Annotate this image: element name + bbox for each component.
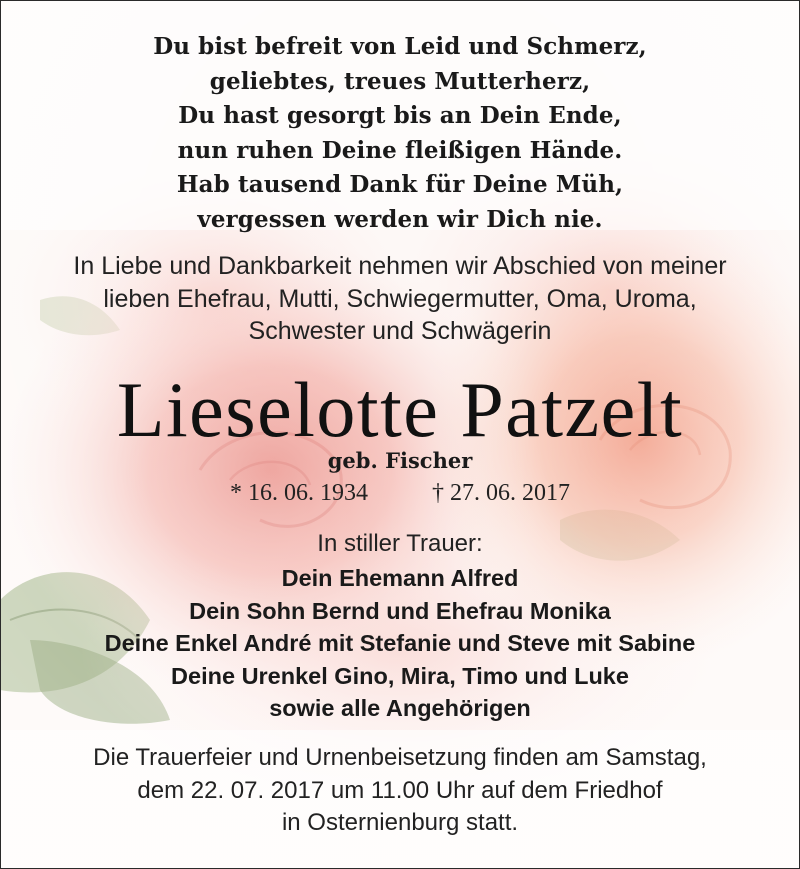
poem — [0, 30, 800, 237]
deceased-name: Lieselotte Patzelt — [116, 366, 684, 453]
funeral-line: in Osternienburg statt. — [281, 809, 519, 836]
farewell-intro — [0, 250, 800, 348]
poem-line: Hab tausend Dank für Deine Müh, — [176, 171, 624, 198]
maiden-name: geb. Fischer — [327, 448, 473, 473]
birth-date: * 16. 06. 1934 — [230, 480, 368, 506]
poem-line: Du hast gesorgt bis an Dein Ende, — [178, 102, 622, 129]
mourners-list — [0, 562, 800, 725]
death-date: † 27. 06. 2017 — [432, 480, 570, 506]
poem-line: Du bist befreit von Leid und Schmerz, — [153, 33, 647, 60]
intro-line: lieben Ehefrau, Mutti, Schwiegermutter, Oma, Uroma, — [103, 284, 697, 313]
mourner: Deine Enkel André mit Stefanie und Steve mit Sabine — [104, 630, 696, 657]
poem-line: vergessen werden wir Dich nie. — [197, 205, 603, 233]
life-dates — [0, 478, 800, 508]
mourner: Dein Ehemann Alfred — [281, 565, 519, 591]
intro-line: In Liebe und Dankbarkeit nehmen wir Abschied von meiner — [73, 252, 727, 280]
poem-line: nun ruhen Deine fleißigen Hände. — [177, 136, 623, 164]
mourning-label: In stiller Trauer: — [317, 530, 483, 557]
funeral-info — [0, 742, 800, 840]
mourner: Dein Sohn Bernd und Ehefrau Monika — [189, 597, 611, 624]
mourner: Deine Urenkel Gino, Mira, Timo und Luke — [171, 662, 629, 689]
funeral-line: dem 22. 07. 2017 um 11.00 Uhr auf dem Friedhof — [137, 776, 663, 804]
poem-line: geliebtes, treues Mutterherz, — [209, 67, 591, 95]
funeral-line: Die Trauerfeier und Urnenbeisetzung finden am Samstag, — [93, 744, 707, 771]
intro-line: Schwester und Schwägerin — [248, 317, 552, 345]
mourner: sowie alle Angehörigen — [269, 695, 531, 722]
